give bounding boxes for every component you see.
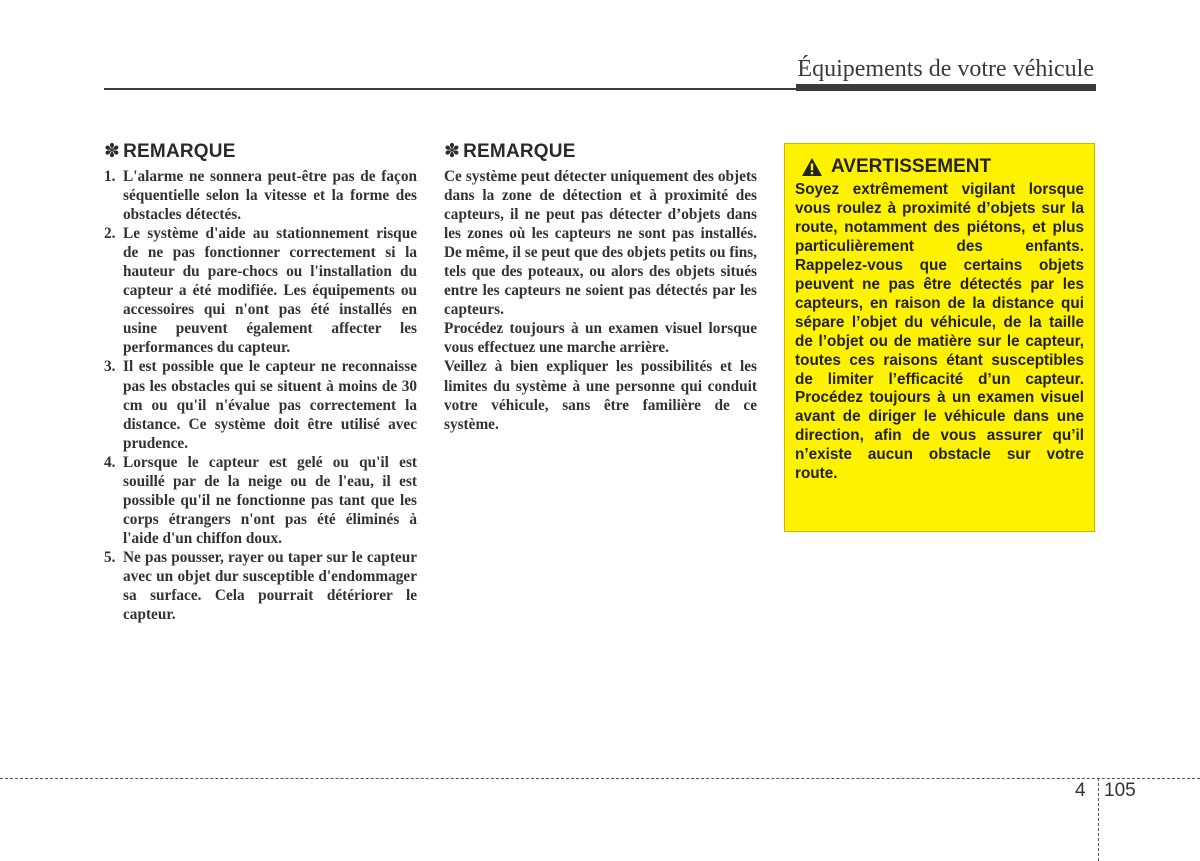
list-item-number: 1.	[104, 168, 116, 185]
header-rule-accent	[796, 84, 1096, 91]
list-item	[104, 224, 417, 357]
section-title: Équipements de votre véhicule	[797, 56, 1094, 82]
list-item	[104, 548, 417, 624]
list-item-text: Il est possible que le capteur ne reconnaisse pas les obstacles qui se situent à moins de 30 cm ou qu'il n'évalue pas correctement la distance. Ce système doit être utilisé avec prudence.	[123, 358, 417, 452]
remark-paragraph: Veillez à bien expliquer les possibilités et les limites du système à une personne qui conduit votre véhicule, sans être familière de ce système.	[444, 358, 757, 433]
remark-list	[104, 167, 417, 624]
middle-remark-column	[444, 140, 757, 434]
remark-heading	[104, 140, 417, 164]
list-item	[104, 167, 417, 224]
list-item-text: Ne pas pousser, rayer ou taper sur le capteur avec un objet dur susceptible d'endommager sa surface. Cela pourrait détériorer le capteur.	[123, 548, 417, 624]
remark-heading	[444, 140, 757, 164]
remark-paragraph: Procédez toujours à un examen visuel lorsque vous effectuez une marche arrière.	[444, 320, 757, 357]
left-remark-column	[104, 140, 417, 624]
warning-heading	[795, 156, 1084, 178]
warning-heading-label: AVERTISSEMENT	[831, 156, 992, 177]
list-item-number: 2.	[104, 225, 116, 243]
list-item-number: 3.	[104, 358, 116, 376]
list-item	[104, 357, 417, 452]
asterisk-icon: ✽	[104, 141, 121, 162]
footer-rule	[0, 778, 1200, 779]
footer-divider	[1098, 778, 1099, 861]
warning-triangle-icon	[801, 157, 823, 177]
warning-text: Soyez extrêmement vigilant lorsque vous roulez à proximité d’objets sur la route, notamment des piétons, et plus particulièrement des enfants. Rappelez-vous que certains objets peuvent ne pas être détectés par les capteurs, en raison de la distance qui sépare l’objet du véhicule, de la taille de l’objet ou de matière sur le capteur, toutes ces raisons étant susceptibles de limiter l’efficacité d’un capteur. Procédez toujours à un examen visuel avant de diriger le véhicule dans une direction, afin de vous assurer qu’il n’existe aucun obstacle sur votre route.	[795, 181, 1084, 483]
list-item	[104, 453, 417, 548]
header-rule	[104, 88, 796, 90]
list-item-number: 4.	[104, 453, 116, 471]
list-item-text: L'alarme ne sonnera peut-être pas de façon séquentielle selon la vitesse et la forme des obstacles détectés.	[123, 168, 417, 224]
page-number: 105	[1104, 780, 1136, 801]
remark-heading-label: REMARQUE	[463, 141, 576, 162]
list-item-number: 5.	[104, 548, 116, 566]
warning-box	[784, 143, 1095, 532]
remark-paragraph: Ce système peut détecter uniquement des objets dans la zone de détection et à proximité des capteurs, il ne peut pas détecter d’objets dans les zones où les capteurs ne sont pas installés. De même, il se peut que des objets petits ou fins, tels que des poteaux, ou alors des objets situés entre les capteurs ne soient pas détectés par les capteurs.	[444, 168, 757, 319]
list-item-text: Lorsque le capteur est gelé ou qu'il est souillé par de la neige ou de l'eau, il est possible qu'il ne fonctionne pas tant que les corps étrangers n'ont pas été éliminés à l'aide d'un chiffon doux.	[123, 453, 417, 547]
list-item-text: Le système d'aide au stationnement risque de ne pas fonctionner correctement si la hauteur du pare-chocs ou l'installation du capteur a été modifiée. Les équipements ou accessoires qui n'ont pas été installés en usine peuvent également affecter les performances du capteur.	[123, 225, 417, 357]
remark-heading-label: REMARQUE	[123, 141, 236, 162]
asterisk-icon: ✽	[444, 141, 461, 162]
chapter-number: 4	[1075, 780, 1086, 801]
